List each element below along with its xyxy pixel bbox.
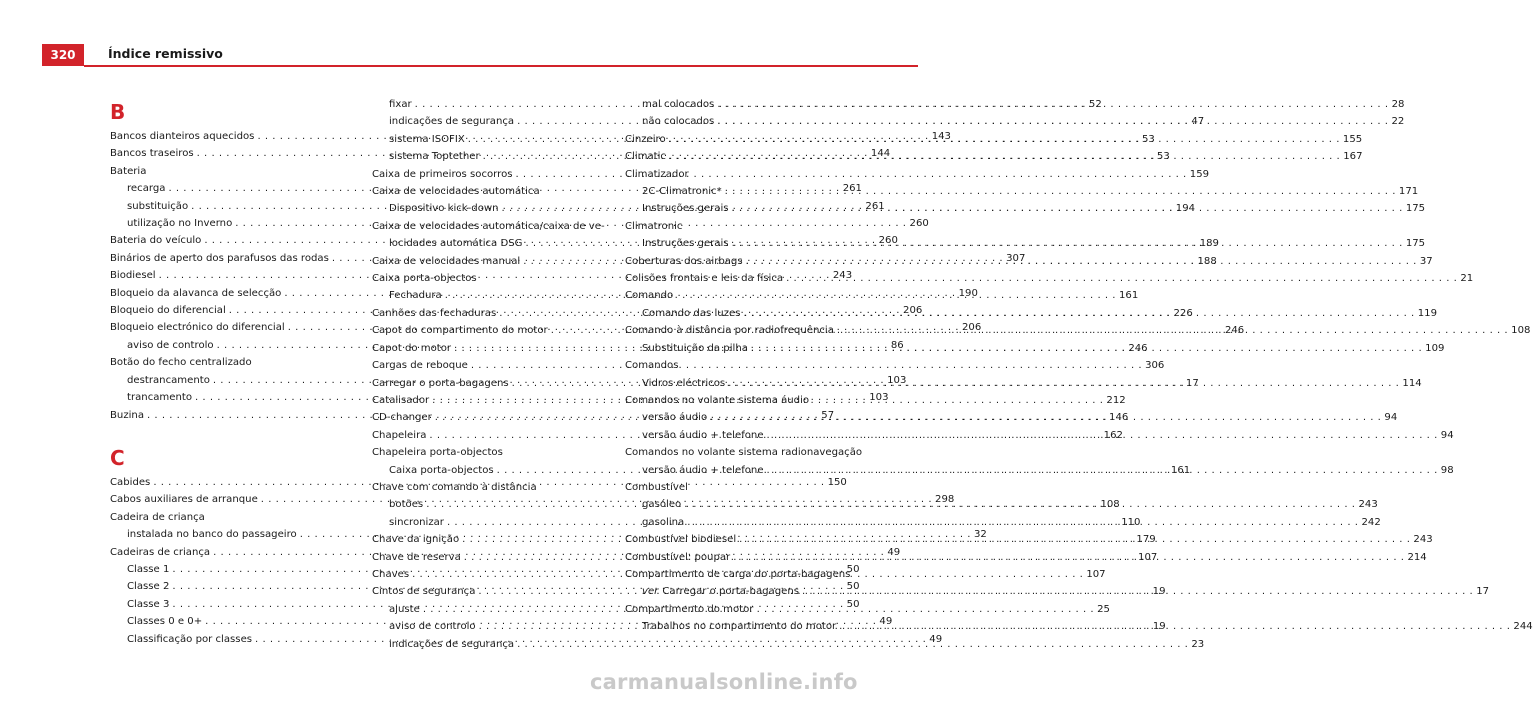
index-page-number: 243 [1358,499,1378,511]
dot-leader [836,618,1513,635]
index-entry-text: gasolina [642,516,685,528]
index-page-number: 49 [929,633,943,645]
index-entry-text: Combustível biodiesel [625,534,737,546]
index-entry-text: Binários de aperto dos parafusos das rodas [110,252,329,264]
section-gap [110,424,345,442]
index-page-number: 86 [890,339,904,351]
index-page-number: 94 [1440,429,1454,441]
index-page-number: 206 [903,305,923,317]
index-entry-text: Cabos auxiliares de arranque [110,494,258,506]
index-entry-text: instalada no banco do passageiro [127,529,297,541]
index-page-number: 19 [1152,586,1166,598]
index-page-number: 114 [1402,377,1422,389]
index-page-number: 243 [832,270,853,282]
index-entry-text: versão áudio + telefone [642,429,764,441]
index-page-number: 214 [1407,551,1427,563]
index-page-number: 110 [1121,516,1141,528]
index-entry-text: Classe 1 [127,563,170,575]
dot-leader [783,270,1460,287]
dot-leader [736,531,1413,548]
index-heading: Cadeira de criança [110,511,205,523]
index-entry-text: Colisões frontais e leis da física [625,273,784,285]
index-entry-text: versão áudio [642,412,708,424]
dot-leader [666,148,1343,165]
index-page-number: 261 [865,200,885,212]
index-page-number: 189 [1199,238,1219,250]
index-entry-text: Trabalhos no compartimento do motor [642,621,837,633]
section-letter: B [110,100,126,124]
index-page-number: 37 [1419,255,1433,267]
index-heading: Comando [625,290,674,302]
index-page-number: 161 [1170,464,1191,476]
index-page-number: 98 [1440,464,1454,476]
index-heading: Bateria [110,165,147,177]
index-entry-text: Bloqueio da alavanca de selecção [110,287,282,299]
index-entry-text: Classe 3 [127,598,170,610]
index-heading: Compartimento do motor [625,603,754,615]
index-entry-text: Chave da ignição [372,534,460,546]
index-page-number: 22 [1391,116,1405,128]
index-page-number: 242 [1361,516,1381,528]
index-entry-text: Substituição da pilha [642,342,748,354]
see-reference: ver [642,586,659,598]
index-heading: Comandos no volante sistema áudio [625,394,810,406]
index-page-number: 212 [1106,394,1126,406]
dot-leader [729,200,1406,217]
dot-leader [725,375,1402,392]
index-page-number: 109 [1425,342,1445,354]
index-page-number: 260 [878,235,898,247]
section-letter: C [110,445,125,470]
index-entry-text: CD-changer [372,412,432,424]
index-page-number: 108 [1100,499,1120,511]
index-entry-text: Comando das luzes [642,307,741,319]
index-entry-text: Canhões das fechaduras [372,307,497,319]
index-page-number: 107 [1086,568,1106,580]
index-page-number: 167 [1343,151,1363,163]
index-entry-text: Bateria do veículo [110,235,202,247]
index-page-number: 261 [842,183,862,195]
index-entry-text: Climatic [625,151,666,163]
index-entry-text: botões [389,499,424,511]
index-entry-text: Caixa de primeiros socorros [372,168,513,180]
index-entry-text: 2C-Climatronic* [642,186,722,198]
index-page-number: 94 [1384,412,1398,424]
index-entry-text: Comando à distância por radiofrequência [625,325,834,337]
index-entry-text: Buzina [110,409,145,421]
index-page-number: 159 [1189,168,1210,180]
index-page-number: 21 [1460,273,1474,285]
index-entry-text: aviso de controlo [127,339,214,351]
index-entry-text: sincronizar [389,516,444,528]
index-page-number: 23 [1191,638,1205,650]
index-entry-text: sistema Toptether [389,151,480,163]
index-entry-text: locidades automática DSG [389,238,523,250]
index-entry-text: versão áudio + telefone [642,464,764,476]
index-page-number: 103 [887,374,907,386]
index-page-number: 53 [1142,133,1155,145]
dot-leader [730,549,1407,566]
index-heading: Chave com comando à distância [372,481,537,493]
index-entry-text: Biodiesel [110,270,156,282]
index-page-number: 57 [821,409,835,421]
index-page-number: 103 [869,392,889,404]
index-page-number: 246 [1224,325,1245,337]
index-entry-text: Bloqueio do diferencial [110,305,226,317]
index-entry-text: Vidros eléctricos [642,377,726,389]
index-entry-text: substituição [127,200,189,212]
index-page-number: 179 [1136,534,1156,546]
index-page-number: 108 [1511,325,1531,337]
index-entry-text: Chapeleira [372,429,427,441]
index-page-number: 49 [887,546,901,558]
index-page-number: 306 [1145,360,1165,372]
index-page-number: 50 [846,563,860,575]
index-page-number: 150 [827,476,847,488]
index-entry-text: Chave de reserva [372,551,461,563]
index-entry-text: Cargas de reboque [372,360,468,372]
index-heading: Botão do fecho centralizado [110,357,252,369]
index-page-number: 194 [1175,203,1196,215]
dot-leader [764,462,1441,479]
index-heading: Comandos [625,360,679,372]
index-entry-text: Caixa de velocidades manual [372,255,521,267]
index-entry-text: fixar [389,99,412,110]
index-entry-text: Classes 0 e 0+ [127,616,203,628]
index-page-number: 144 [870,148,891,160]
index-entry-text: Dispositivo kick-down [389,203,499,215]
index-page-number: 206 [961,322,982,334]
page-title: Índice remissivo [108,46,223,61]
dot-leader [714,113,1391,130]
index-page-number: 107 [1138,551,1158,563]
index-page-number: 307 [1006,252,1026,264]
index-heading: Chapeleira porta-objectos [372,447,503,459]
index-entry-text: recarga [127,183,166,195]
index-entry-text: trancamento [127,392,192,404]
index-entry-text: indicações de segurança [389,638,515,650]
index-page-number: 162 [1103,429,1123,441]
index-page-number: 143 [931,131,951,142]
index-page-number: 47 [1191,116,1205,128]
index-page-number: 17 [1185,377,1199,389]
dot-leader [714,96,1391,113]
index-page-number: 52 [1088,99,1102,110]
index-page-number: 298 [935,494,955,506]
index-entry-text: Capot do motor [372,342,452,354]
index-entry-text: Bancos traseiros [110,148,194,160]
page-number: 320 [42,44,84,66]
index-entry-text: Instruções gerais [642,203,729,215]
index-entry-text: Catalisador [372,394,430,406]
index-entry-text: não colocados [642,116,715,128]
index-entry-text: Carregar o porta-bagagens [662,586,799,598]
dot-leader [748,340,1425,357]
dot-leader [834,322,1511,339]
index-subentry [625,183,1419,200]
index-heading: Caixa de velocidades automática [372,186,540,198]
index-entry-text: Coberturas dos airbags [625,255,743,267]
index-page-number: 260 [909,218,929,230]
index-page-number: 19 [1152,621,1166,633]
index-page-number: 49 [879,616,893,628]
dot-leader [684,514,1361,531]
index-entry-text: mal colocados [642,99,715,110]
index-entry [625,270,1474,287]
index-heading: Combustível [625,481,688,493]
index-entry-text: Caixa porta-objectos [389,464,494,476]
index-heading: Compartimento de carga do porta-bagagens [625,568,851,580]
index-entry-text: aviso de controlo [389,621,476,633]
index-page-number: 246 [1128,342,1148,354]
dot-leader [681,496,1358,513]
index-page-number: 243 [1413,534,1433,546]
index-entry-text: Cinzeiro [625,133,666,145]
header-rule [84,65,918,67]
index-entry-text: Capot do compartimento do motor [372,325,548,337]
index-entry-text: Cadeiras de criança [110,546,211,558]
dot-leader [729,235,1406,252]
index-entry-text: Chaves [372,568,410,580]
page-header [0,0,960,70]
index-heading: Comandos no volante sistema radionavegação [625,447,863,459]
index-page-number: 226 [1173,307,1193,319]
index-heading: Caixa porta-objectos [372,273,477,285]
index-page-number: 17 [1476,586,1490,598]
index-page-number: 50 [846,581,860,593]
index-page-number: 53 [1156,151,1170,163]
index-heading: Caixa de velocidades automática/caixa de ve- [372,220,605,232]
dot-leader [722,183,1399,200]
index-entry-text: Bloqueio electrónico do diferencial [110,322,285,334]
index-heading: Climatronic [625,220,683,232]
index-entry-text: Classificação por classes [127,633,253,645]
index-entry-text: Bancos dianteiros aquecidos [110,131,255,142]
index-entry-text: Carregar o porta-bagagens [372,377,509,389]
index-page-number: 188 [1197,255,1217,267]
index-page-number: 50 [846,598,860,610]
index-page-number: 171 [1398,186,1419,198]
index-page-number: 25 [1097,603,1110,615]
dot-leader [764,427,1441,444]
index-page-number: 119 [1417,307,1437,319]
index-entry-text: utilização no Inverno [127,218,233,230]
index-entry-text: indicações de segurança [389,116,515,128]
index-page-number: 175 [1405,238,1426,250]
dot-leader [743,253,1420,270]
index-entry-text: Classe 2 [127,581,170,593]
index-page-number: 175 [1405,203,1426,215]
dot-leader [707,409,1384,426]
index-entry-text: gasóleo [642,499,682,511]
index-entry-text: Cintos de segurança [372,586,476,598]
index-page-number: 32 [973,529,987,541]
dot-leader [514,636,1191,653]
dot-leader [740,305,1417,322]
index-entry-text: Fechadura [389,290,442,302]
index-page-number: 146 [1109,412,1129,424]
index-entry-text: destrancamento [127,374,210,386]
index-entry-text: sistema ISOFIX [389,133,465,145]
index-heading: Climatizador [625,168,689,180]
dot-leader [666,131,1343,148]
index-page-number: 190 [958,287,978,299]
index-entry-text: ajuste [389,603,420,615]
index-page-number: 161 [1119,290,1139,302]
watermark: carmanualsonline.info [590,670,858,694]
index-page-number: 244 [1513,621,1533,633]
index-page-number: 155 [1342,133,1363,145]
index-entry-text: Cabides [110,476,151,488]
index-entry-text: Instruções gerais [642,238,729,250]
dot-leader [799,583,1476,600]
index-page-number: 28 [1391,99,1405,110]
index-entry-text: Combustível: poupar [625,551,731,563]
